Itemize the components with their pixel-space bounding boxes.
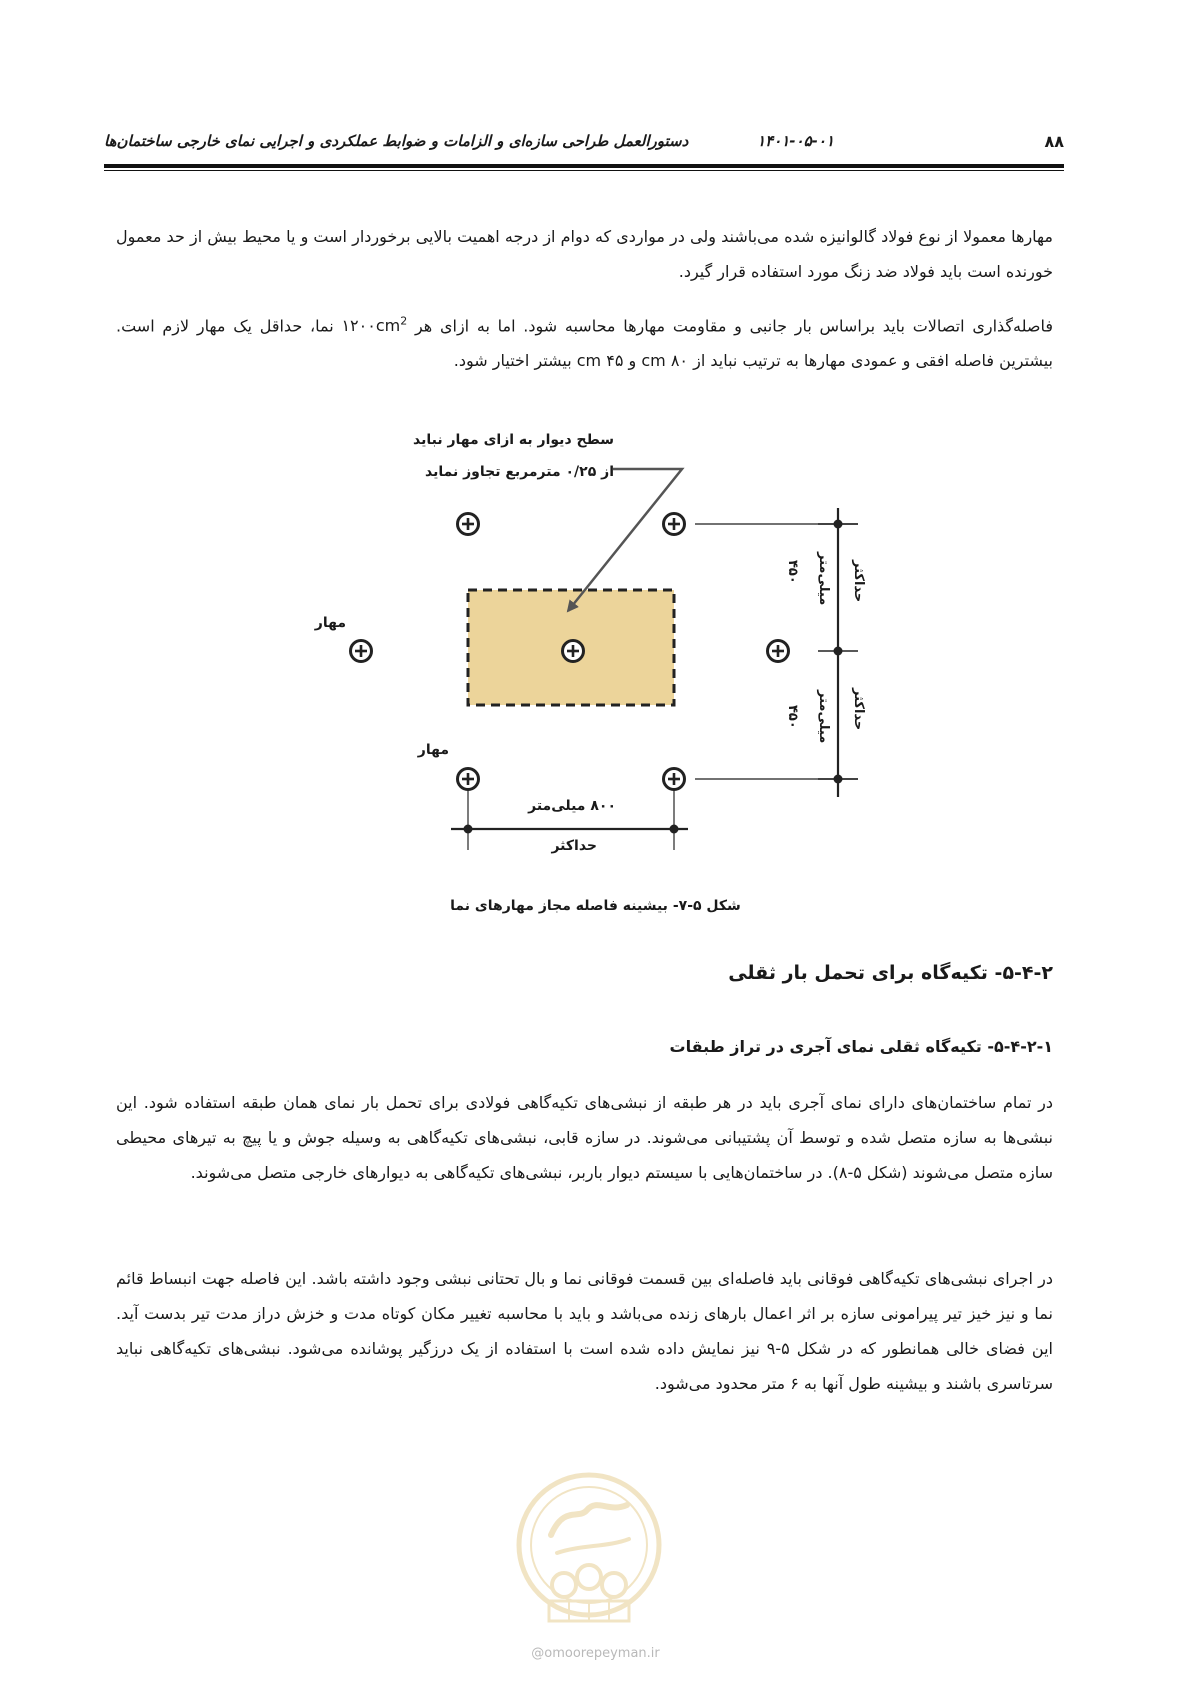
horizontal-dim-label: ۸۰۰ میلی‌متر (528, 798, 616, 814)
intro-p2-value: $۱۲۰۰cm^2$ (341, 315, 408, 336)
vertical-dim-upper-note: حداکثر (851, 560, 866, 603)
anchor-icon (664, 769, 685, 790)
header-date: ۱۴۰۱-۰۵-۰۱ (757, 132, 834, 150)
vertical-dim-upper-value: ۴۵۰ (785, 560, 800, 584)
intro-paragraph-1: مهارها معمولا از نوع فولاد گالوانیزه شده می‌باشند ولی در مواردی که دوام از درجه اهمیت بالایی برخوردار است و یا محیط بیش از حد معمول خورنده است باید فولاد ضد زنگ مورد استفاده قرار گیرد. (116, 227, 1053, 281)
watermark-seal-logo (509, 1465, 669, 1635)
body-paragraph-1: در تمام ساختمان‌های دارای نمای آجری باید در هر طبقه از نبشی‌های تکیه‌گاهی فولادی برای تحمل بار نمای همان طبقه استفاده شود. این نبشی‌ها به سازه متصل شده و توسط آن پشتیبانی می‌شوند. در سازه قابی، نبشی‌های تکیه‌گاهی به وسیله جوش و یا پیچ به تیرهای محیطی سازه متصل می‌شوند (شکل ۵-۸). در ساختمان‌هایی با سیستم دیوار باربر، نبشی‌های تکیه‌گاهی به دیوارهای خارجی متصل می‌شوند. (116, 1093, 1053, 1182)
watermark-url: @omoorepeyman.ir (531, 1646, 660, 1661)
anchor-icon (563, 641, 584, 662)
anchor-icon (458, 514, 479, 535)
anchor-label-bottom: مهار (417, 742, 449, 758)
anchor-icon (664, 514, 685, 535)
body-paragraph-2: در اجرای نبشی‌های تکیه‌گاهی فوقانی باید فاصله‌ای بین قسمت فوقانی نما و بال تحتانی نبشی وجود داشته باشد. این فاصله جهت انبساط قائم نما و نیز خیز تیر پیرامونی سازه بر اثر اعمال بارهای زنده می‌باشد و باید با محاسبه تغییر مکان کوتاه مدت و خزش دراز مدت تیر بدست آید. این فضای خالی همانطور که در شکل ۵-۹ نیز نمایش داده شده است با استفاده از یک درزگیر پوشانده می‌شود. نبشی‌های تکیه‌گاهی نباید سرتاسری باشند و بیشینه طول آنها به ۶ متر محدود می‌شود. (116, 1269, 1053, 1393)
vertical-dim-lower-value: ۴۵۰ (785, 705, 800, 729)
page-number: ۸۸ (1044, 132, 1064, 151)
section-heading: ۵-۴-۲- تکیه‌گاه برای تحمل بار ثقلی (728, 962, 1053, 984)
vertical-dim-upper-unit: میلی‌متر (816, 552, 831, 606)
vertical-dim-lower-unit: میلی‌متر (816, 690, 831, 744)
figure-caption: شکل ۵-۷- بیشینه فاصله مجاز مهارهای نما (450, 898, 741, 914)
callout-text-line-1: سطح دیوار به ازای مهار نباید (413, 432, 614, 448)
anchor-label-left: مهار (314, 615, 346, 631)
vertical-dim-lower-note: حداکثر (851, 688, 866, 731)
header-title: دستورالعمل طراحی سازه‌ای و الزامات و ضوابط عملکردی و اجرایی نمای خارجی ساختمان‌ها (104, 132, 689, 150)
anchor-icon (768, 641, 789, 662)
callout-text-line-2: از ۰/۲۵ مترمربع تجاوز نماید (424, 464, 614, 480)
horizontal-dim-note: حداکثر (551, 838, 597, 854)
intro-p2-before: فاصله‌گذاری اتصالات باید براساس بار جانبی و مقاومت مهارها محاسبه شود. اما به ازای هر (407, 316, 1054, 336)
anchor-icon (351, 641, 372, 662)
anchor-icon (458, 769, 479, 790)
subsection-heading: ۵-۴-۲-۱- تکیه‌گاه ثقلی نمای آجری در تراز طبقات (669, 1037, 1053, 1056)
intro-p2-after: نما، حداقل یک مهار لازم است. بیشترین فاصله افقی و عمودی مهارها به ترتیب نباید از ۸۰ cm و ۴۵ cm بیشتر اختیار شود. (116, 316, 1053, 371)
